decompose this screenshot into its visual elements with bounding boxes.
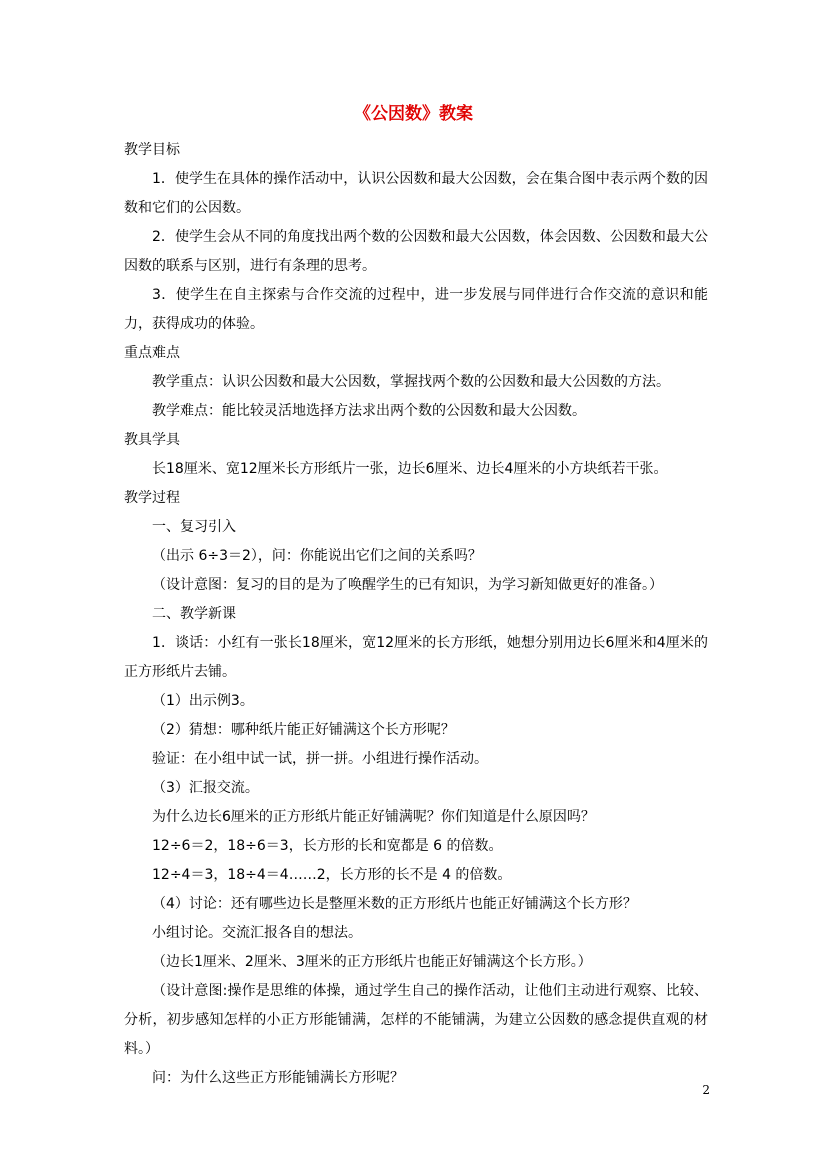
paragraph: 教学重点：认识公因数和最大公因数，掌握找两个数的公因数和最大公因数的方法。 xyxy=(152,374,670,390)
paragraph: 12÷4＝3，18÷4＝4……2，长方形的长不是 4 的倍数。 xyxy=(152,867,512,883)
paragraph: 二、教学新课 xyxy=(152,606,236,622)
paragraph: 验证：在小组中试一试，拼一拼。小组进行操作活动。 xyxy=(152,751,488,767)
paragraph: 小组讨论。交流汇报各自的想法。 xyxy=(152,925,362,941)
paragraph: 1．谈话：小红有一张长18厘米，宽12厘米的长方形纸，她想分别用边长6厘米和4厘米的正方形纸片去铺。 xyxy=(124,635,708,680)
paragraph: （1）出示例3。 xyxy=(152,693,254,709)
paragraph: 12÷6＝2，18÷6＝3，长方形的长和宽都是 6 的倍数。 xyxy=(152,838,503,854)
section-heading: 教学过程 xyxy=(124,490,180,506)
section-heading: 教学目标 xyxy=(124,142,180,158)
section-heading: 重点难点 xyxy=(124,345,180,361)
paragraph: 3．使学生在自主探索与合作交流的过程中，进一步发展与同伴进行合作交流的意识和能力，获得成功的体验。 xyxy=(124,287,708,332)
paragraph: 1．使学生在具体的操作活动中，认识公因数和最大公因数，会在集合图中表示两个数的因数和它们的公因数。 xyxy=(124,171,708,216)
paragraph: 问：为什么这些正方形能铺满长方形呢？ xyxy=(152,1070,404,1086)
paragraph: 2．使学生会从不同的角度找出两个数的公因数和最大公因数，体会因数、公因数和最大公因数的联系与区别，进行有条理的思考。 xyxy=(124,229,708,274)
paragraph: 一、复习引入 xyxy=(152,519,236,535)
paragraph: 长18厘米、宽12厘米长方形纸片一张，边长6厘米、边长4厘米的小方块纸若干张。 xyxy=(152,461,668,477)
paragraph: 为什么边长6厘米的正方形纸片能正好铺满呢？你们知道是什么原因吗？ xyxy=(152,809,595,825)
paragraph: （3）汇报交流。 xyxy=(152,780,259,796)
paragraph: （出示 6÷3＝2），问：你能说出它们之间的关系吗？ xyxy=(152,548,482,564)
paragraph: 教学难点：能比较灵活地选择方法求出两个数的公因数和最大公因数。 xyxy=(152,403,586,419)
section-heading: 教具学具 xyxy=(124,432,180,448)
document-title: 《公因数》教案 xyxy=(354,104,473,124)
paragraph: （边长1厘米、2厘米、3厘米的正方形纸片也能正好铺满这个长方形。） xyxy=(152,954,592,970)
document-body xyxy=(124,136,708,1093)
page-number: 2 xyxy=(702,1083,710,1097)
paragraph: （2）猜想：哪种纸片能正好铺满这个长方形呢？ xyxy=(152,722,455,738)
paragraph: （4）讨论：还有哪些边长是整厘米数的正方形纸片也能正好铺满这个长方形？ xyxy=(152,896,637,912)
paragraph: （设计意图：复习的目的是为了唤醒学生的已有知识，为学习新知做更好的准备。） xyxy=(152,577,663,593)
paragraph: （设计意图:操作是思维的体操，通过学生自己的操作活动，让他们主动进行观察、比较、分析，初步感知怎样的小正方形能铺满，怎样的不能铺满，为建立公因数的感念提供直观的材料。） xyxy=(124,983,708,1057)
